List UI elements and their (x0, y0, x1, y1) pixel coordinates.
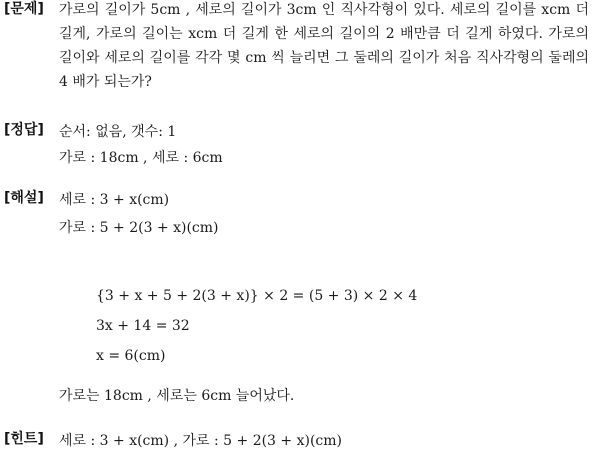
explanation-width-expr: 가로 : 5 + 2(3 + x)(cm) (59, 220, 219, 236)
explanation-tag: [해설] (4, 190, 44, 206)
equation-simplified: 3x + 14 = 32 (96, 318, 190, 334)
hint-text: 세로 : 3 + x(cm) , 가로 : 5 + 2(3 + x)(cm) (59, 433, 342, 449)
hint-tag: [힌트] (4, 431, 44, 447)
answer-tag: [정답] (4, 122, 44, 138)
problem-text: 가로의 길이가 5cm , 세로의 길이가 3cm 인 직사각형이 있다. 세로의 길이를 xcm 더 길게, 가로의 길이는 xcm 더 길게 한 세로의 길이의 2 배만큼 더 길게 하였다. 가로의 길이와 세로의 길이를 각각 몇 cm 씩 늘리면 그 둘레의 길이가 처음 직사각형의 둘레의 4 배가 되는가? (59, 2, 589, 90)
explanation-conclusion: 가로는 18cm , 세로는 6cm 늘어났다. (59, 388, 295, 404)
equation-solution: x = 6(cm) (96, 348, 166, 364)
equation-perimeter: {3 + x + 5 + 2(3 + x)} × 2 = (5 + 3) × 2 × 4 (96, 288, 418, 304)
problem-tag: [문제] (4, 1, 44, 17)
explanation-height-expr: 세로 : 3 + x(cm) (59, 192, 170, 208)
answer-order-count: 순서: 없음, 갯수: 1 (59, 124, 177, 140)
answer-values: 가로 : 18cm , 세로 : 6cm (59, 150, 223, 166)
